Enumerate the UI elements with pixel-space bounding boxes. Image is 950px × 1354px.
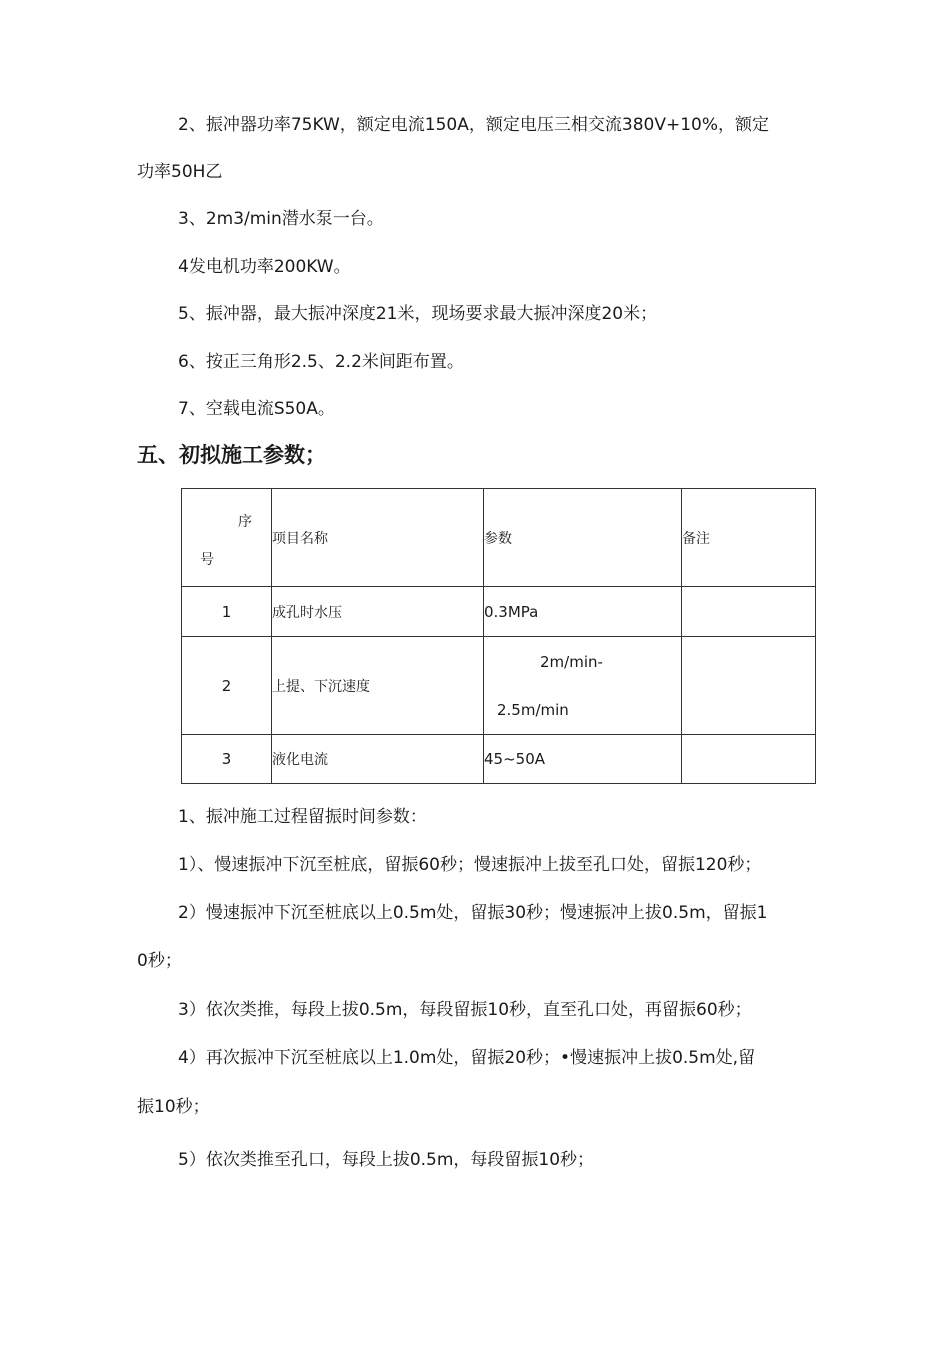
header-seq-cell <box>182 489 272 587</box>
row-seq: 1 <box>182 587 272 637</box>
table-row <box>182 735 816 784</box>
paragraph-step-1: 1）、慢速振冲下沉至桩底，留振60秒；慢速振冲上拔至孔口处，留振120秒； <box>178 855 762 875</box>
paragraph-step-4-cont: 振10秒； <box>137 1097 210 1117</box>
table-row <box>182 587 816 637</box>
paragraph-step-4: 4）再次振冲下沉至桩底以上1.0m处，留振20秒；•慢速振冲上拔0.5m处,留 <box>178 1048 756 1068</box>
table-header-row <box>182 489 816 587</box>
row-seq: 3 <box>182 735 272 784</box>
row-param: 0.3MPa <box>484 587 682 637</box>
paragraph-dwell-params: 1、振冲施工过程留振时间参数： <box>178 807 427 827</box>
header-name: 项目名称 <box>272 489 484 587</box>
row-note <box>682 587 816 637</box>
paragraph-depth: 5、振冲器，最大振冲深度21米，现场要求最大振冲深度20米； <box>178 304 658 324</box>
row-name: 上提、下沉速度 <box>272 637 484 735</box>
row-param-line2: 2.5m/min <box>497 701 569 719</box>
row-note <box>682 735 816 784</box>
row-name: 液化电流 <box>272 735 484 784</box>
paragraph-step-5: 5）依次类推至孔口，每段上拔0.5m，每段留振10秒； <box>178 1150 595 1170</box>
paragraph-vibrator-power: 2、振冲器功率75KW，额定电流150A，额定电压三相交流380V+10%，额定 <box>178 115 769 135</box>
row-seq: 2 <box>182 637 272 735</box>
parameters-table <box>181 488 816 784</box>
paragraph-step-3: 3）依次类推，每段上拔0.5m，每段留振10秒，直至孔口处，再留振60秒； <box>178 1000 752 1020</box>
row-param: 45~50A <box>484 735 682 784</box>
paragraph-noload-current: 7、空载电流S50A。 <box>178 399 335 419</box>
row-name: 成孔时水压 <box>272 587 484 637</box>
paragraph-step-2: 2）慢速振冲下沉至桩底以上0.5m处，留振30秒；慢速振冲上拔0.5m，留振1 <box>178 903 768 923</box>
section-heading: 五、初拟施工参数； <box>137 443 326 467</box>
paragraph-generator: 4发电机功率200KW。 <box>178 257 351 277</box>
table-row <box>182 637 816 735</box>
paragraph-step-2-cont: 0秒； <box>137 951 182 971</box>
header-seq-part1: 序 <box>238 514 252 530</box>
row-param-cell <box>484 637 682 735</box>
paragraph-pump: 3、2m3/min潜水泵一台。 <box>178 209 384 229</box>
paragraph-vibrator-power-cont: 功率50H乙 <box>137 162 223 182</box>
header-seq-part2: 号 <box>200 552 214 568</box>
header-param: 参数 <box>484 489 682 587</box>
header-note: 备注 <box>682 489 816 587</box>
row-note <box>682 637 816 735</box>
paragraph-layout: 6、按正三角形2.5、2.2米间距布置。 <box>178 352 464 372</box>
row-param-line1: 2m/min- <box>540 653 603 671</box>
